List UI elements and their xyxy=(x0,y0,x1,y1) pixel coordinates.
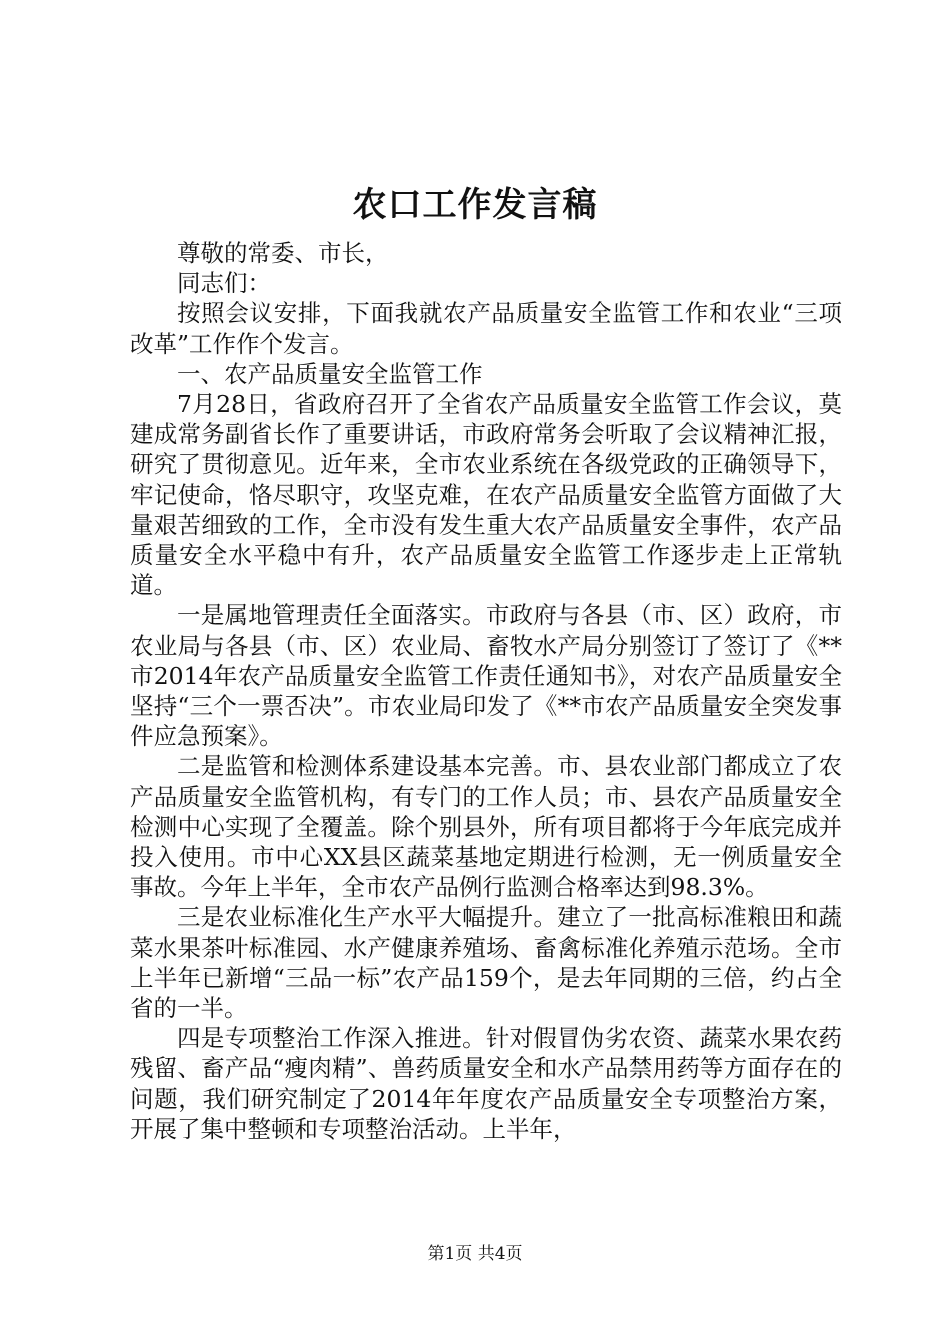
body-paragraph: 一是属地管理责任全面落实。市政府与各县（市、区）政府，市农业局与各县（市、区）农业局、畜牧水产局分别签订了签订了《**市2014年农产品质量安全监管工作责任通知书》，对农产品质量安全坚持“三个一票否决”。市农业局印发了《**市农产品质量安全突发事件应急预案》。 xyxy=(130,601,842,751)
document-body xyxy=(130,238,842,1144)
salutation-line: 尊敬的常委、市长， xyxy=(177,239,389,267)
body-paragraph: 二是监管和检测体系建设基本完善。市、县农业部门都成立了农产品质量安全监管机构，有专门的工作人员；市、县农产品质量安全检测中心实现了全覆盖。除个别县外，所有项目都将于今年底完成并投入使用。市中心XX县区蔬菜基地定期进行检测，无一例质量安全事故。今年上半年，全市农产品例行监测合格率达到98.3%。 xyxy=(130,752,842,902)
body-paragraph: 7月28日，省政府召开了全省农产品质量安全监管工作会议，莫建成常务副省长作了重要讲话，市政府常务会听取了会议精神汇报，研究了贯彻意见。近年来，全市农业系统在各级党政的正确领导下，牢记使命，恪尽职守，攻坚克难，在农产品质量安全监管方面做了大量艰苦细致的工作，全市没有发生重大农产品质量安全事件，农产品质量安全水平稳中有升，农产品质量安全监管工作逐步走上正常轨道。 xyxy=(130,390,842,600)
body-paragraph: 三是农业标准化生产水平大幅提升。建立了一批高标准粮田和蔬菜水果茶叶标准园、水产健康养殖场、畜禽标准化养殖示范场。全市上半年已新增“三品一标”农产品159个，是去年同期的三倍，约占全省的一半。 xyxy=(130,903,842,1023)
page-footer: 第1页 共4页 xyxy=(427,1244,523,1264)
section-heading: 一、农产品质量安全监管工作 xyxy=(177,359,483,388)
salutation-line: 同志们： xyxy=(177,269,271,298)
body-paragraph: 按照会议安排，下面我就农产品质量安全监管工作和农业“三项改革”工作作个发言。 xyxy=(130,299,842,358)
page-title: 农口工作发言稿 xyxy=(352,185,598,225)
body-paragraph: 四是专项整治工作深入推进。针对假冒伪劣农资、蔬菜水果农药残留、畜产品“瘦肉精”、兽药质量安全和水产品禁用药等方面存在的问题，我们研究制定了2014年年度农产品质量安全专项整治方案，开展了集中整顿和专项整治活动。上半年， xyxy=(130,1024,842,1143)
